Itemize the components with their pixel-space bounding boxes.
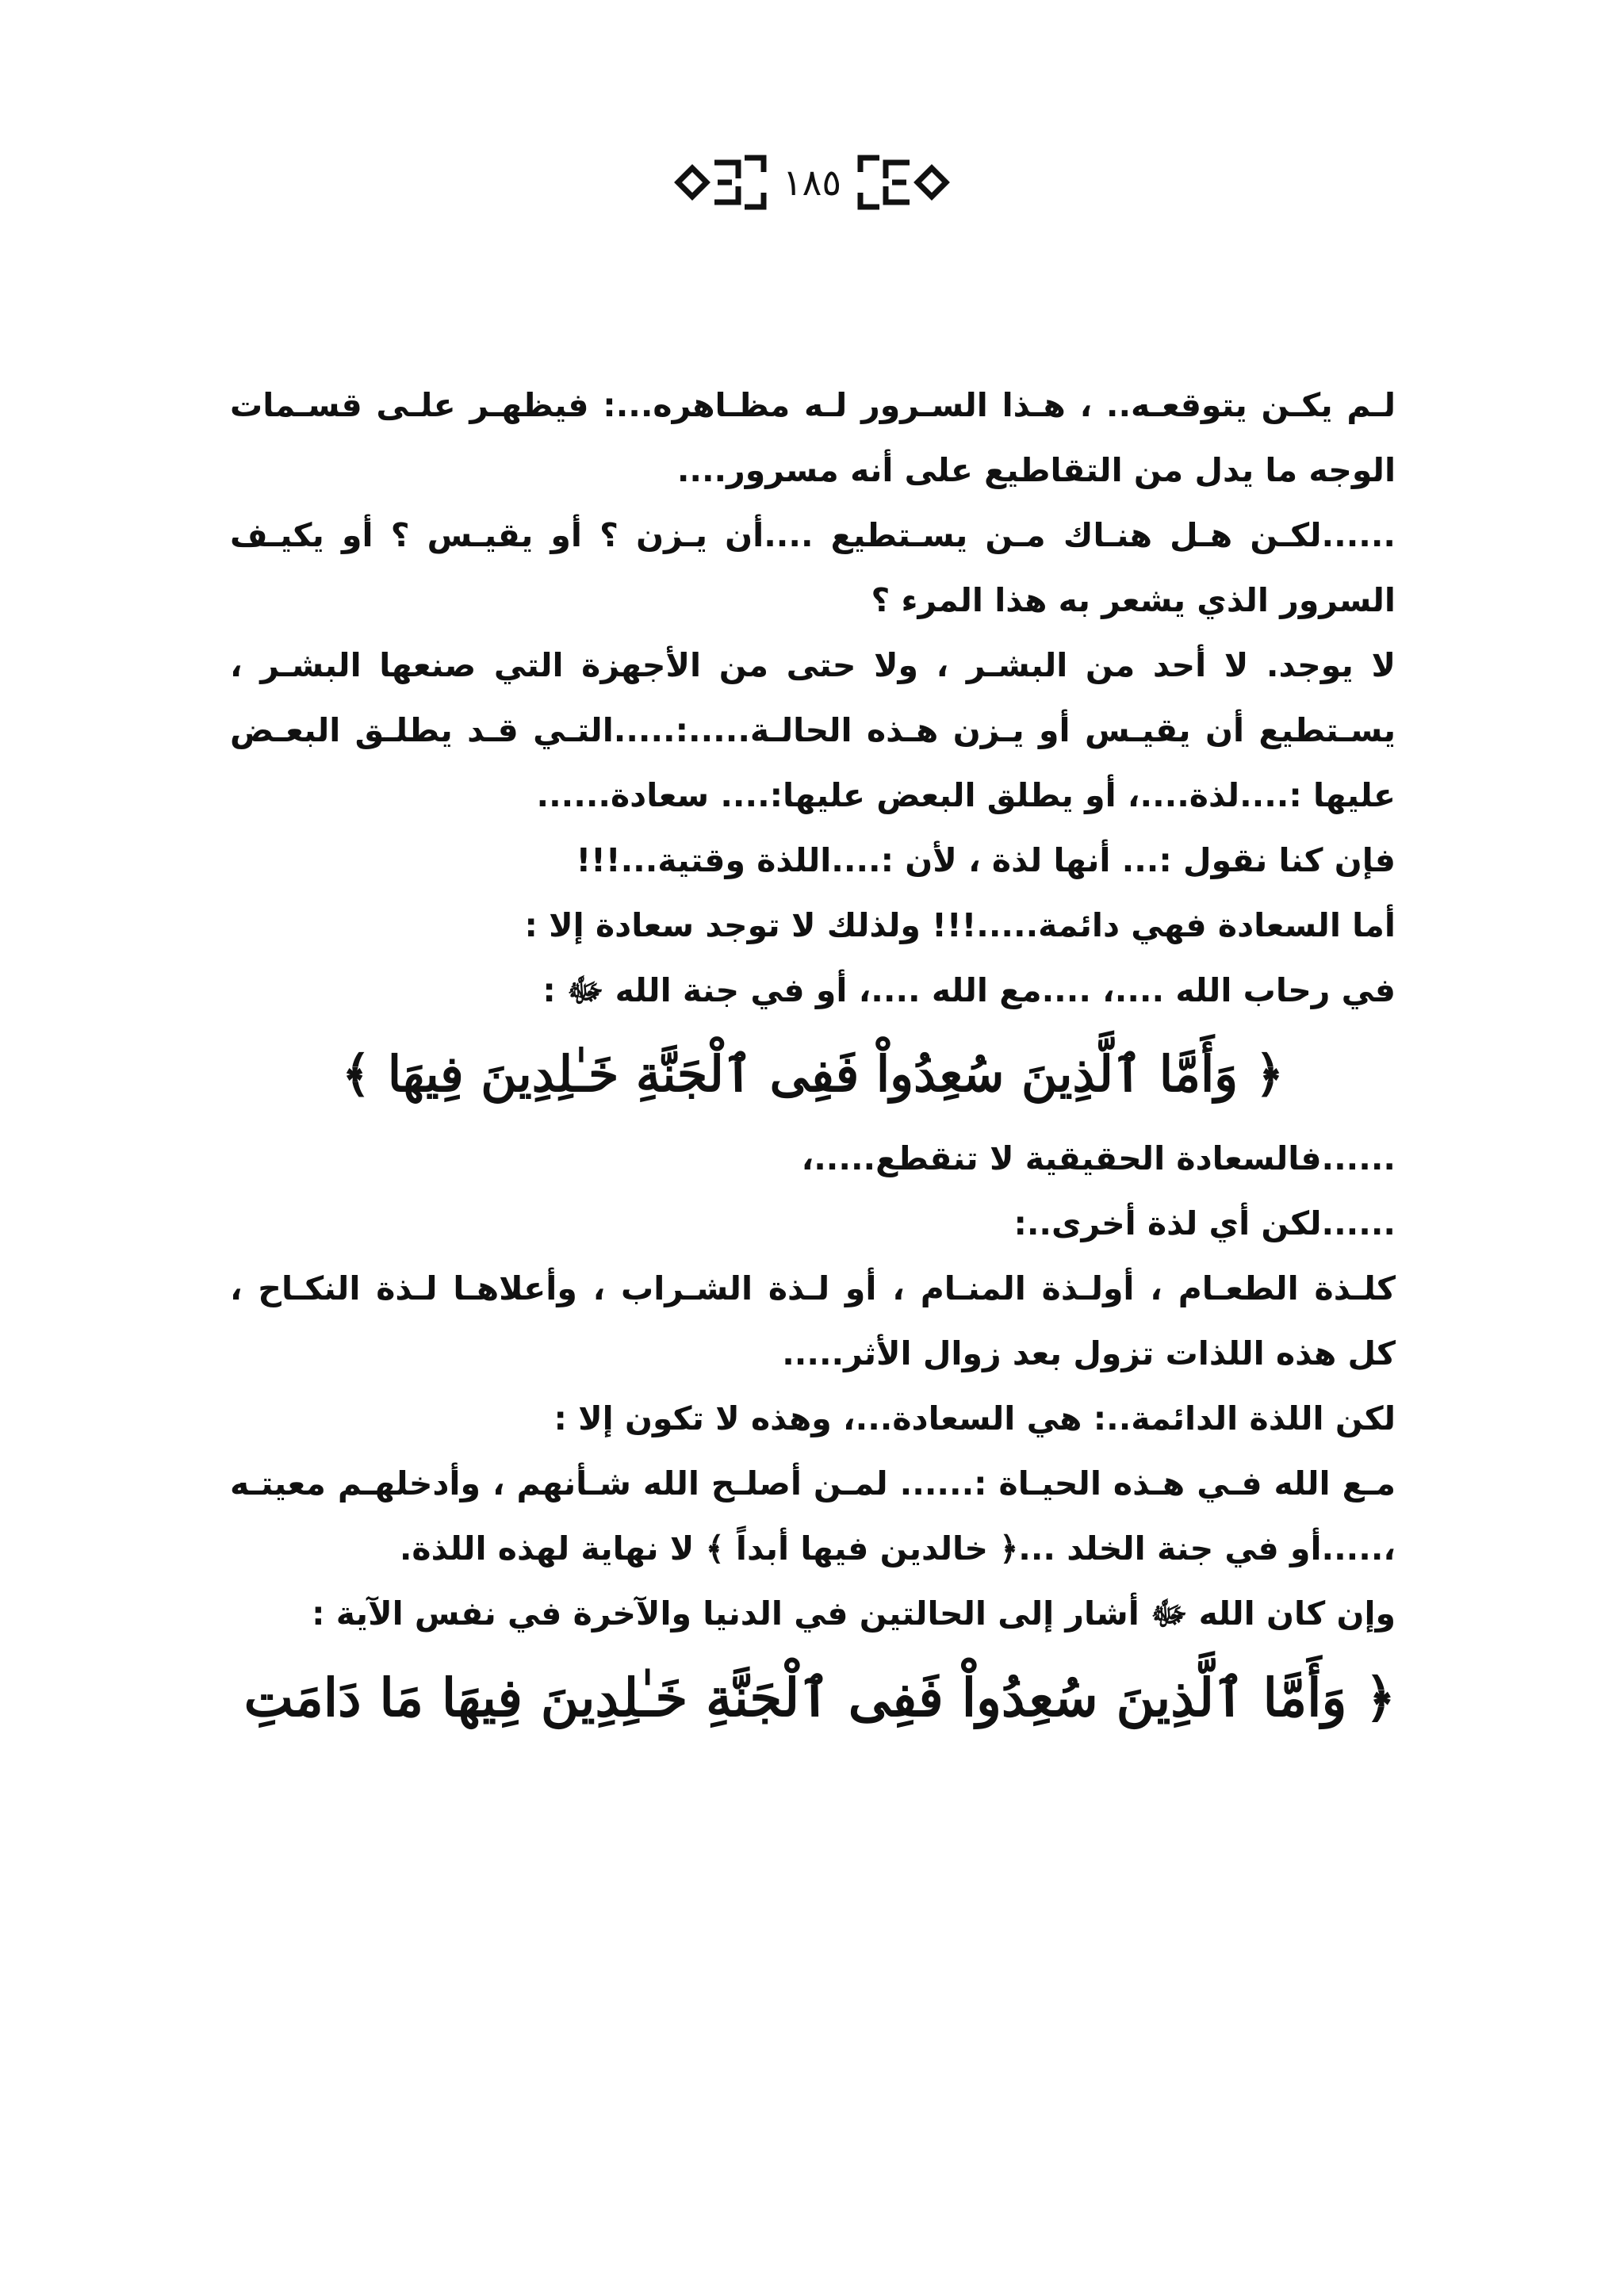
body-line: الوجه ما يدل من التقاطيع على أنه مسرور.... (676, 451, 1396, 489)
body-line: مـع الله فـي هـذه الحيـاة :...... لمـن أصلـح الله شـأنهم ، وأدخلهـم معيتـه (230, 1464, 1396, 1503)
quran-verse: ﴿ وَأَمَّا ٱلَّذِينَ سُعِدُواْ فَفِى ٱلْجَنَّةِ خَـٰلِدِينَ فِيهَا مَا دَامَتِ (243, 1667, 1396, 1728)
body-line: ،.....أو في جنة الخلد ...﴿ خالدين فيها أبداً ﴾ لا نهاية لهذه اللذة. (399, 1529, 1396, 1568)
ornament-left-icon (668, 147, 772, 218)
body-line: في رحاب الله ....، ....مع الله ....، أو في جنة الله ﷻ : (542, 971, 1396, 1009)
body-line: كلـذة الطعـام ، أولـذة المنـام ، أو لـذة الشـراب ، وأعلاهـا لـذة النكـاح ، (230, 1269, 1396, 1307)
body-line: ......فالسعادة الحقيقية لا تنقطع.....، (801, 1139, 1396, 1177)
body-line: أما السعادة فهي دائمة.....!!! ولذلك لا توجد سعادة إلا : (524, 906, 1396, 944)
body-line: يسـتطيع أن يقيـس أو يـزن هـذه الحالـة.....:.....التـي قـد يطلـق البعـض (230, 711, 1396, 749)
body-line: السرور الذي يشعر به هذا المرء ؟ (871, 581, 1396, 619)
body-line: ......لكن أي لذة أخرى..: (1013, 1204, 1396, 1242)
page-header (0, 119, 1624, 246)
body-line: كل هذه اللذات تزول بعد زوال الأثر..... (782, 1334, 1396, 1372)
body-line: وإن كان الله ﷻ أشار إلى الحالتين في الدنيا والآخرة في نفس الآية : (312, 1594, 1396, 1633)
body-line: فإن كنا نقول :... أنها لذة ، لأن :....اللذة وقتية...!!! (576, 841, 1396, 879)
page-number-ornament (668, 147, 956, 218)
body-line: لا يوجد. لا أحد من البشـر ، ولا حتى من الأجهزة التي صنعها البشـر ، (230, 646, 1396, 684)
body-line: لـم يكـن يتوقعـه.. ، هـذا السـرور لـه مظـاهره...: فيظهـر علـى قسـمات (230, 386, 1396, 424)
page-number: ١٨٥ (782, 161, 842, 204)
body-line: لكن اللذة الدائمة..: هي السعادة...، وهذه لا تكون إلا : (553, 1399, 1396, 1437)
ornament-right-icon (852, 147, 956, 218)
page-body (230, 373, 1396, 1749)
body-line: ......لكـن هـل هنـاك مـن يسـتطيع ....أن يـزن ؟ أو يقيـس ؟ أو يكيـف (230, 516, 1396, 554)
quran-verse: ﴿ وَأَمَّا ٱلَّذِينَ سُعِدُواْ فَفِى ٱلْجَنَّةِ خَـٰلِدِينَ فِيهَا ﴾ (341, 1045, 1285, 1103)
body-line: عليها :....لذة....، أو يطلق البعض عليها:.... سعادة...... (536, 776, 1396, 814)
